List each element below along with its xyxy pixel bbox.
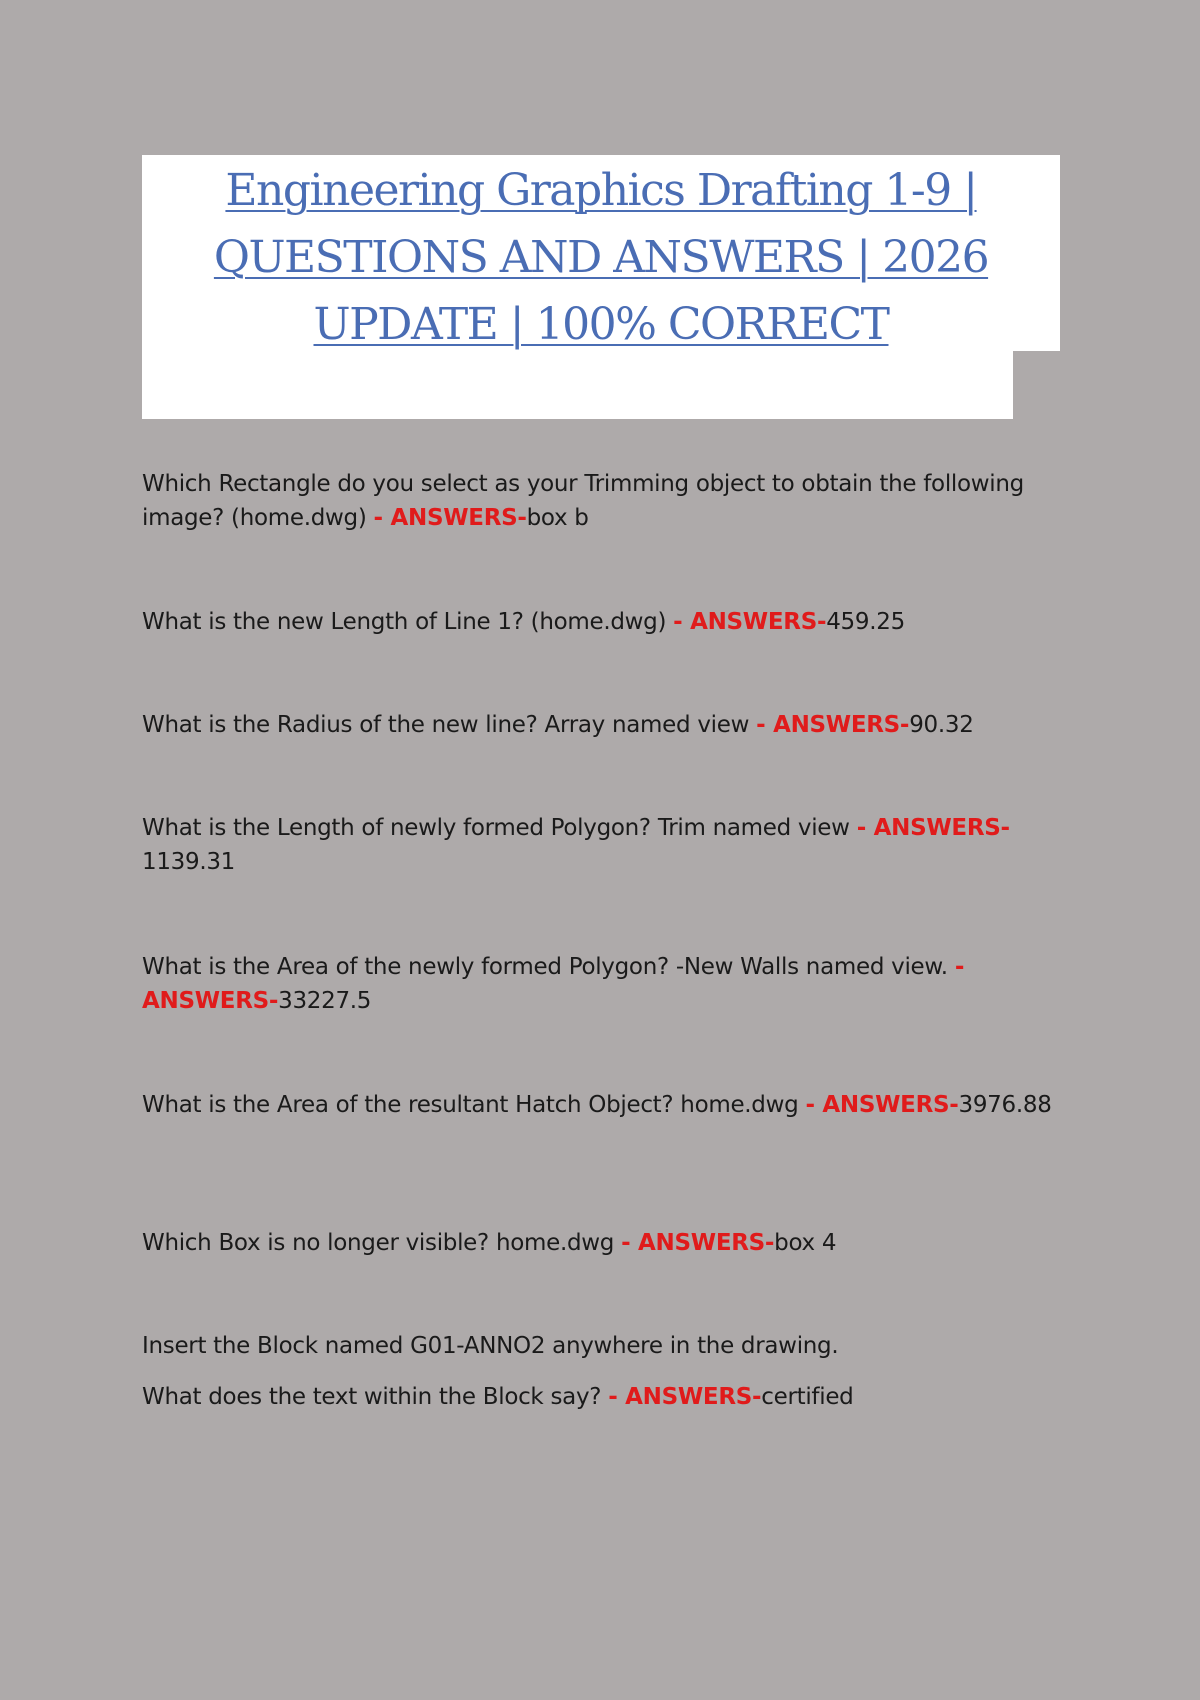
answer-marker: - ANSWERS- — [621, 1230, 775, 1256]
question-text: What is the Area of the newly formed Polygon? -New Walls named view. — [142, 954, 955, 980]
answer-text: box b — [526, 505, 589, 531]
qa-item-1 — [142, 467, 1062, 535]
answer-marker: - ANSWERS- — [856, 815, 1010, 841]
question-text: What is the Length of newly formed Polygon? Trim named view — [142, 815, 857, 841]
answer-text: 1139.31 — [142, 849, 236, 875]
title-line-2: QUESTIONS AND ANSWERS | 2026 — [213, 232, 989, 283]
answer-text: 90.32 — [909, 712, 974, 738]
answer-text: 33227.5 — [278, 988, 372, 1014]
qa-item-2 — [142, 605, 1062, 639]
title-background-lower — [142, 351, 1013, 419]
qa-item-6 — [142, 1088, 1062, 1122]
answer-marker: - ANSWERS- — [608, 1384, 762, 1410]
answer-marker: - ANSWERS- — [756, 712, 910, 738]
answer-marker: - ANSWERS- — [673, 609, 827, 635]
answer-marker: - ANSWERS- — [142, 954, 965, 1014]
qa-item-3 — [142, 708, 1062, 742]
answer-marker: - ANSWERS- — [373, 505, 527, 531]
qa-item-5 — [142, 950, 1062, 1018]
question-text: What is the Radius of the new line? Array named view — [142, 712, 757, 738]
title-line-1: Engineering Graphics Drafting 1-9 | — [225, 165, 977, 216]
question-text: What does the text within the Block say? — [142, 1384, 609, 1410]
qa-item-8 — [142, 1380, 1062, 1414]
answer-marker: - ANSWERS- — [805, 1092, 959, 1118]
question-text: What is the Area of the resultant Hatch Object? home.dwg — [142, 1092, 806, 1118]
qa-item-8-intro: Insert the Block named G01-ANNO2 anywhere in the drawing. — [142, 1333, 839, 1359]
question-text: Which Box is no longer visible? home.dwg — [142, 1230, 622, 1256]
answer-text: box 4 — [774, 1230, 837, 1256]
qa-item-7 — [142, 1226, 1062, 1260]
answer-text: 3976.88 — [958, 1092, 1052, 1118]
question-text: What is the new Length of Line 1? (home.dwg) — [142, 609, 674, 635]
answer-text: certified — [761, 1384, 854, 1410]
answer-text: 459.25 — [826, 609, 905, 635]
question-text: Which Rectangle do you select as your Trimming object to obtain the following image? (home.dwg) — [142, 471, 1024, 531]
document-title — [142, 155, 1060, 358]
qa-item-4 — [142, 811, 1062, 879]
title-line-3: UPDATE | 100% CORRECT — [313, 299, 889, 350]
title-box — [142, 155, 1060, 419]
